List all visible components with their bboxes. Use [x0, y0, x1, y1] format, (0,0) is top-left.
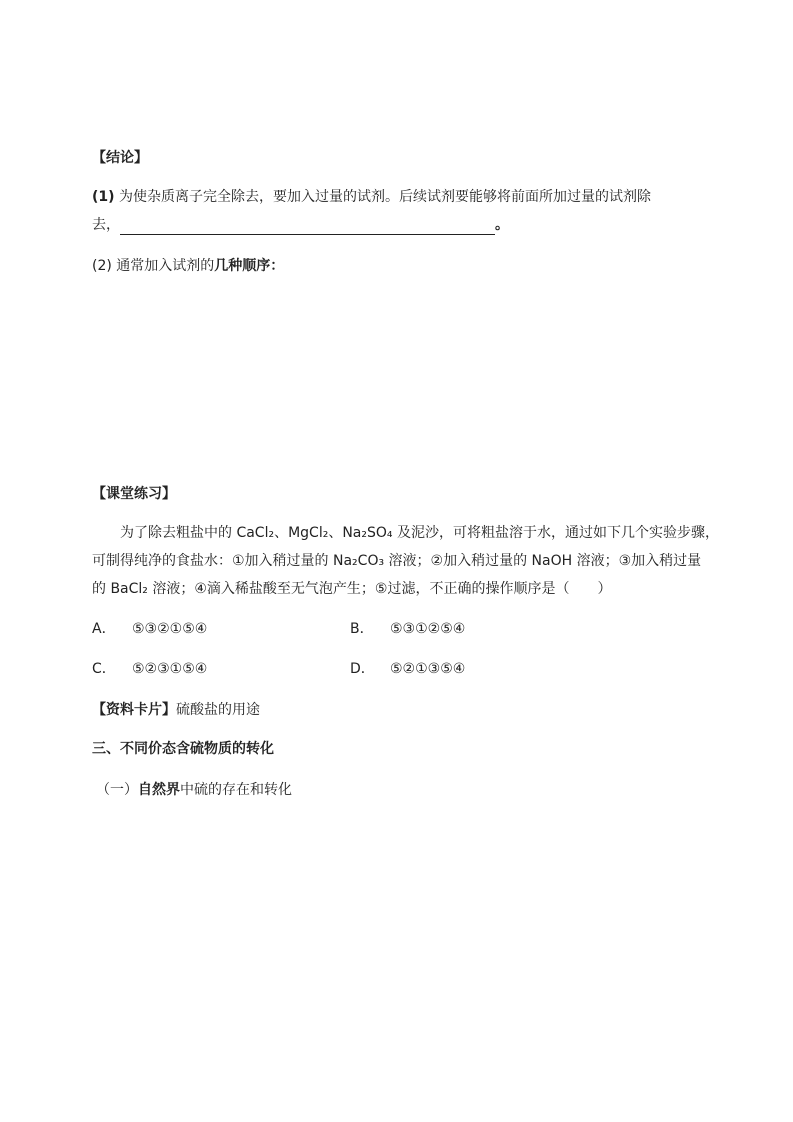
item-2-colon: ： [270, 258, 285, 274]
item-1-number: (1) [92, 189, 115, 205]
fill-in-blank[interactable] [120, 218, 495, 235]
subsection-1-prefix: （一） [96, 782, 138, 798]
subsection-1-text: 中硫的存在和转化 [180, 782, 292, 798]
item-1-cont: 去， [92, 217, 120, 233]
question-line-1: 为了除去粗盐中的 CaCl₂、MgCl₂、Na₂SO₄ 及泥沙，可将粗盐溶于水，通过如下几个实验步骤， [120, 525, 719, 541]
data-card-text: 硫酸盐的用途 [176, 702, 260, 718]
option-d-label: D． [350, 661, 375, 677]
item-1-text: 为使杂质离子完全除去，要加入过量的试剂。后续试剂要能够将前面所加过量的试剂除 [114, 189, 651, 205]
subsection-1-bold: 自然界 [138, 782, 180, 798]
subsection-1-title [96, 780, 292, 800]
option-b-value: ⑤③①②⑤④ [390, 621, 466, 637]
conclusion-item-2 [92, 256, 284, 276]
section-3-title: 三、不同价态含硫物质的转化 [92, 741, 274, 757]
option-d-value: ⑤②①③⑤④ [390, 661, 466, 677]
option-a-value: ⑤③②①⑤④ [132, 621, 208, 637]
question-line-2: 可制得纯净的食盐水：①加入稍过量的 Na₂CO₃ 溶液；②加入稍过量的 NaOH 溶液；③加入稍过量 [92, 553, 702, 569]
conclusion-heading: 【结论】 [92, 150, 148, 166]
data-card-heading: 【资料卡片】 [92, 702, 176, 718]
practice-heading: 【课堂练习】 [92, 486, 176, 502]
option-b-label: B． [350, 621, 374, 637]
option-b[interactable] [350, 619, 465, 639]
conclusion-item-1-continued [92, 215, 509, 235]
option-d[interactable] [350, 659, 465, 679]
option-a-label: A． [92, 621, 116, 637]
data-card [92, 700, 260, 720]
option-c[interactable] [92, 659, 207, 679]
conclusion-item-1 [92, 187, 651, 207]
option-a[interactable] [92, 619, 207, 639]
option-c-label: C． [92, 661, 116, 677]
item-2-number: (2) [92, 258, 112, 274]
item-2-text: 通常加入试剂的 [111, 258, 215, 274]
option-c-value: ⑤②③①⑤④ [132, 661, 208, 677]
item-2-bold: 几种顺序 [214, 258, 271, 274]
item-1-end: 。 [495, 217, 509, 233]
question-line-3: 的 BaCl₂ 溶液；④滴入稀盐酸至无气泡产生；⑤过滤，不正确的操作顺序是（ ） [92, 581, 612, 597]
